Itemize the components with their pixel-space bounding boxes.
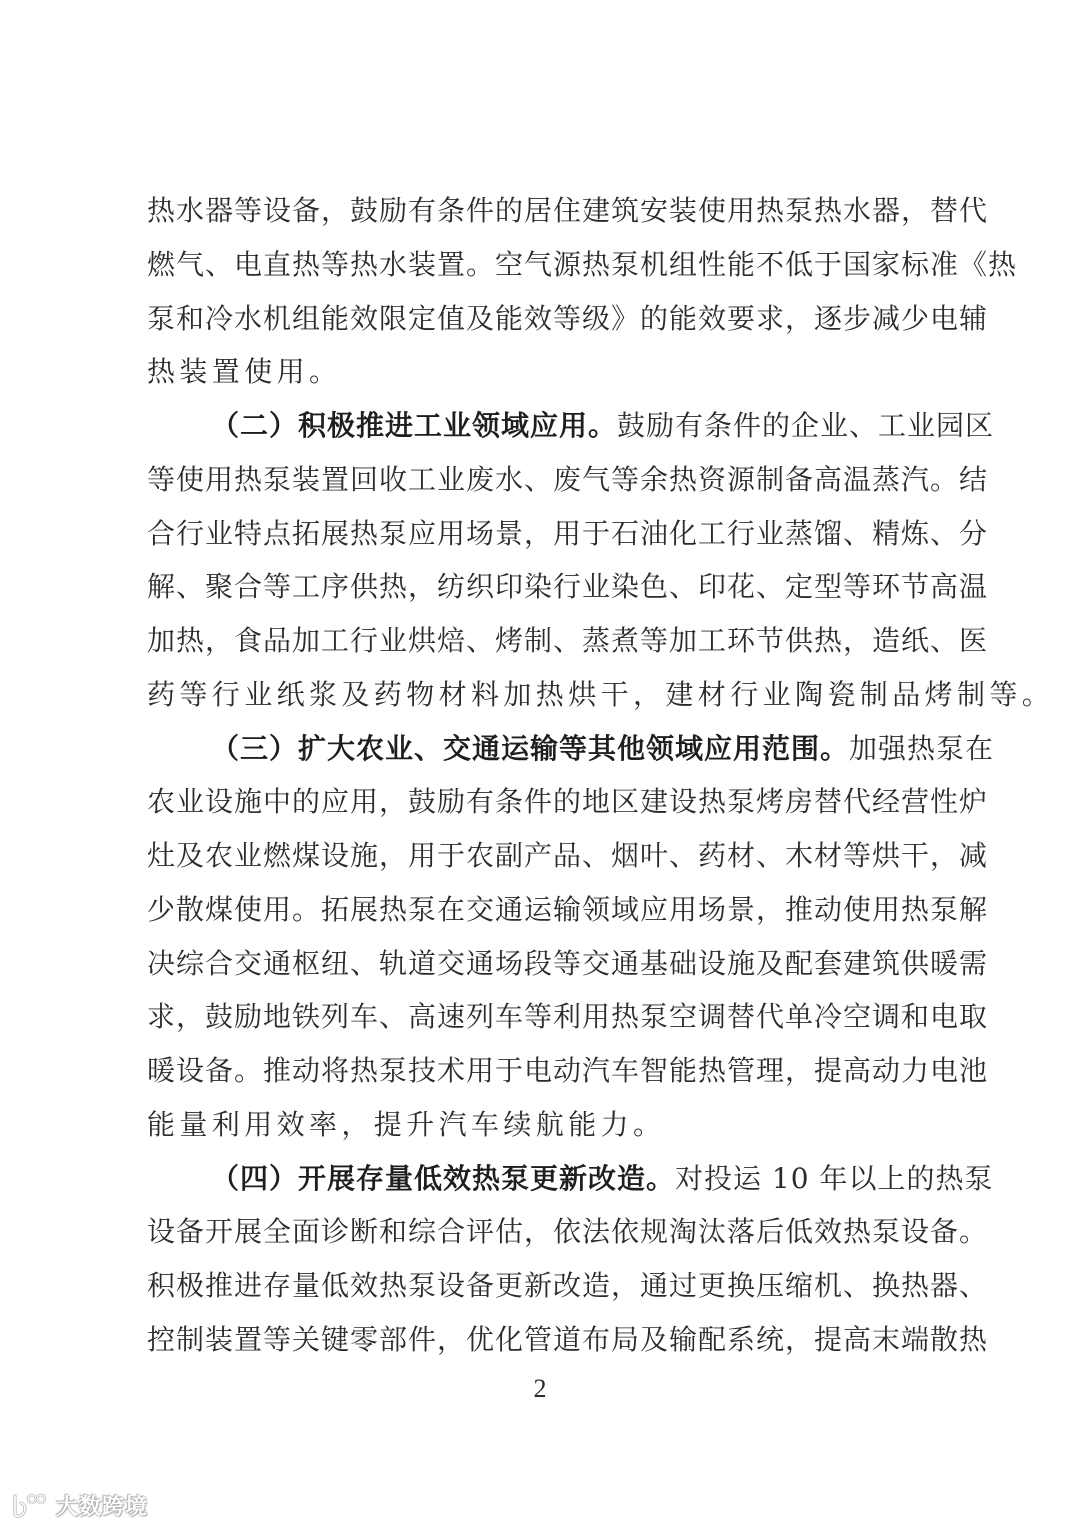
- paragraph-3-line-3: 灶及农业燃煤设施，用于农副产品、烟叶、药材、木材等烘干，减: [147, 839, 989, 872]
- paragraph-2-line-4: 解、聚合等工序供热，纺织印染行业染色、印花、定型等环节高温: [147, 570, 989, 604]
- paragraph-4-line-4: 控制装置等关键零部件，优化管道布局及输配系统，提高末端散热: [147, 1322, 989, 1356]
- paragraph-2-line-1: [147, 399, 995, 453]
- paragraph-1-line-4: 热装置使用。: [147, 355, 342, 389]
- document-body: [147, 184, 1055, 1367]
- paragraph-4-lead-text: 对投运 10 年以上的热泵: [675, 1161, 994, 1195]
- paragraph-2-line-3: 合行业特点拓展热泵应用场景，用于石油化工行业蒸馏、精炼、分: [147, 516, 989, 550]
- paragraph-3-line-2: 农业设施中的应用，鼓励有条件的地区建设热泵烤房替代经营性炉: [147, 785, 989, 819]
- watermark: [10, 1490, 148, 1520]
- paragraph-3-lead-text: 加强热泵在: [849, 731, 995, 765]
- section-heading-2: （二）积极推进工业领域应用。: [211, 409, 618, 442]
- paragraph-3-line-5: 决综合交通枢纽、轨道交通场段等交通基础设施及配套建筑供暖需: [147, 946, 989, 980]
- page-number: 2: [533, 1374, 547, 1403]
- watermark-text: 大数跨境: [56, 1494, 149, 1520]
- paragraph-2-lead-text: 鼓励有条件的企业、工业园区: [617, 409, 995, 442]
- paragraph-2-line-6: 药等行业纸浆及药物材料加热烘干，建材行业陶瓷制品烤制等。: [147, 677, 1055, 711]
- paragraph-3-line-4: 少散煤使用。拓展热泵在交通运输领域应用场景，推动使用热泵解: [147, 892, 989, 926]
- section-heading-4: （四）开展存量低效热泵更新改造。: [211, 1161, 676, 1195]
- paragraph-1-line-2: 燃气、电直热等热水装置。空气源热泵机组性能不低于国家标准《热: [147, 247, 1018, 281]
- paragraph-4-line-3: 积极推进存量低效热泵设备更新改造，通过更换压缩机、换热器、: [147, 1269, 989, 1302]
- paragraph-4-line-1: [147, 1152, 994, 1206]
- paragraph-3-line-6: 求，鼓励地铁列车、高速列车等利用热泵空调替代单冷空调和电取: [147, 1000, 989, 1034]
- paragraph-2-line-2: 等使用热泵装置回收工业废水、废气等余热资源制备高温蒸汽。结: [147, 462, 989, 496]
- paragraph-2-line-5: 加热，食品加工行业烘焙、烤制、蒸煮等加工环节供热，造纸、医: [147, 624, 989, 657]
- paragraph-3-line-1: [147, 722, 995, 776]
- paragraph-3-line-7: 暖设备。推动将热泵技术用于电动汽车智能热管理，提高动力电池: [147, 1054, 989, 1087]
- paragraph-4-line-2: 设备开展全面诊断和综合评估，依法依规淘汰落后低效热泵设备。: [147, 1215, 989, 1249]
- logo-icon: [10, 1491, 50, 1519]
- section-heading-3: （三）扩大农业、交通运输等其他领域应用范围。: [211, 731, 850, 765]
- paragraph-3-line-8: 能量利用效率，提升汽车续航能力。: [147, 1107, 666, 1141]
- paragraph-1-line-3: 泵和冷水机组能效限定值及能效等级》的能效要求，逐步减少电辅: [147, 301, 989, 335]
- paragraph-1-line-1: 热水器等设备，鼓励有条件的居住建筑安装使用热泵热水器，替代: [147, 194, 989, 227]
